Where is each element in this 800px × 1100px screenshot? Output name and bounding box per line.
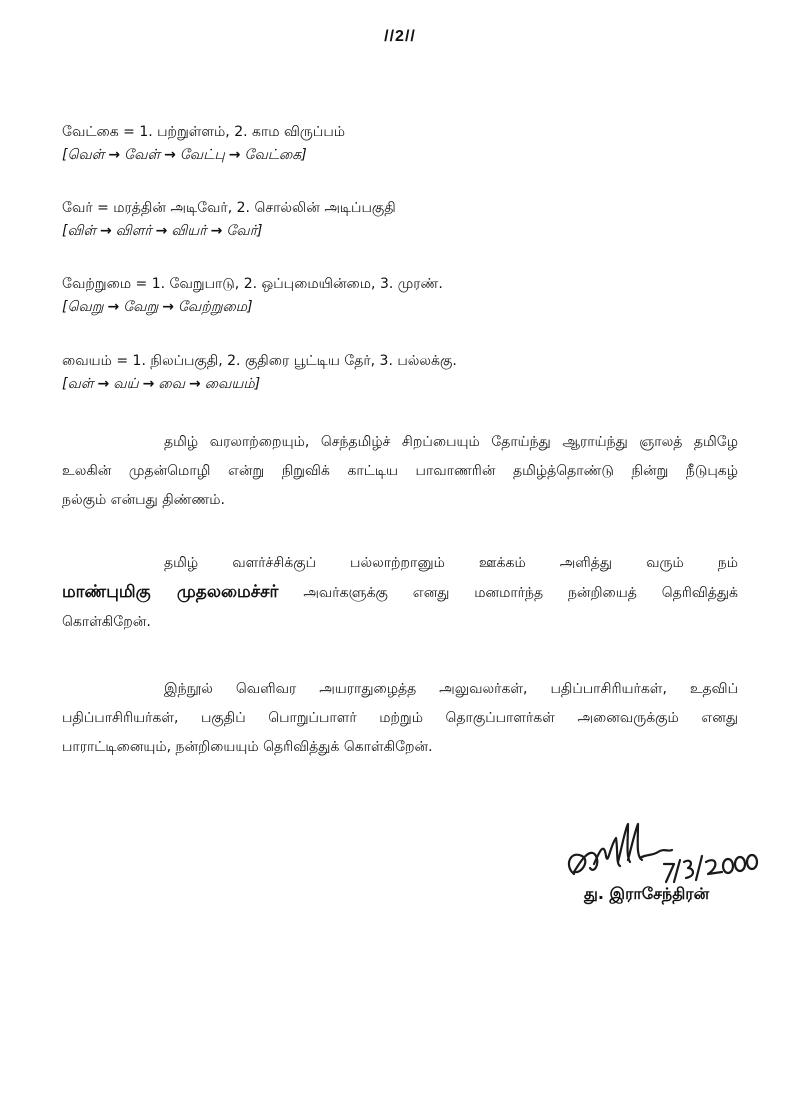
dictionary-entry (62, 351, 742, 394)
paragraph-tribute (62, 428, 738, 515)
derivation-step: வள் (67, 376, 94, 392)
paragraph-line: மாண்புமிகு முதலமைச்சர் அவர்களுக்கு எனது மனமார்ந்த நன்றியைத் தெரிவித்துக் (62, 582, 739, 602)
derivation-step: வேள் (124, 147, 161, 163)
arrow-icon: → (142, 376, 155, 392)
entry-derivation: [வள் → வய் → வை → வையம்] (62, 376, 261, 392)
paragraph-acknowledgement (62, 675, 738, 762)
derivation-step: வேறு (123, 299, 159, 315)
derivation-step: வேட்பு (179, 147, 225, 163)
derivation-step: வெள் (67, 147, 105, 163)
emphasis-text: மாண்புமிகு முதலமைச்சர் (62, 582, 279, 602)
arrow-icon: → (155, 223, 168, 239)
arrow-icon: → (189, 376, 201, 392)
entry-derivation: [வெள் → வேள் → வேட்பு → வேட்கை] (62, 147, 307, 163)
arrow-icon: → (97, 376, 110, 392)
arrow-icon: → (162, 299, 174, 315)
arrow-icon: → (210, 223, 223, 239)
arrow-icon: → (228, 147, 241, 163)
signer-name: து. இராசேந்திரன் (584, 884, 710, 903)
paragraph-line: இந்நூல் வெளிவர அயராதுழைத்த அலுவலர்கள், பதிப்பாசிரியர்கள், உதவிப் (164, 681, 738, 697)
arrow-icon: → (108, 147, 121, 163)
entry-definition: வையம் = 1. நிலப்பகுதி, 2. குதிரை பூட்டிய தேர், 3. பல்லக்கு. (62, 353, 457, 369)
entry-derivation: [விள் → விளர் → வியர் → வேர்] (62, 223, 263, 239)
entry-definition: வேற்றுமை = 1. வேறுபாடு, 2. ஒப்புமையின்மை, 3. முரண். (62, 276, 443, 292)
arrow-icon: → (107, 299, 120, 315)
derivation-step: வேர் (226, 223, 258, 239)
arrow-icon: → (100, 223, 112, 239)
derivation-step: வியர் (171, 223, 207, 239)
derivation-step: வேற்றுமை (177, 299, 248, 315)
derivation-step: வை (158, 376, 186, 392)
paragraph-line: தமிழ் வரலாற்றையும், செந்தமிழ்ச் சிறப்பையும் தோய்ந்து ஆராய்ந்து ஞாலத் தமிழே (164, 434, 738, 450)
dictionary-entry (62, 198, 742, 241)
entry-definition: வேர் = மரத்தின் அடிவேர், 2. சொல்லின் அடிப்பகுதி (62, 200, 396, 216)
dictionary-entry (62, 122, 742, 165)
derivation-step: வய் (113, 376, 139, 392)
derivation-step: விள் (67, 223, 97, 239)
paragraph-line: தமிழ் வளர்ச்சிக்குப் பல்லாற்றானும் ஊக்கம் அளித்து வரும் நம் (164, 555, 738, 571)
derivation-step: வையம் (204, 376, 255, 392)
paragraph-line: பதிப்பாசிரியர்கள், பகுதிப் பொறுப்பாளர் மற்றும் தொகுப்பாளர்கள் அனைவருக்கும் எனது (62, 710, 738, 726)
paragraph-line: நல்கும் என்பது திண்ணம். (62, 492, 226, 508)
paragraph-line: உலகின் முதன்மொழி என்று நிறுவிக் காட்டிய பாவாணரின் தமிழ்த்தொண்டு நின்று நீடுபுகழ் (62, 463, 738, 479)
paragraph-thanks-cm (62, 549, 738, 637)
derivation-step: வெறு (67, 299, 104, 315)
paragraph-line: கொள்கிறேன். (62, 614, 151, 630)
entry-derivation: [வெறு → வேறு → வேற்றுமை] (62, 299, 253, 315)
page-number: //2// (384, 28, 416, 45)
paragraph-line: பாராட்டினையும், நன்றியையும் தெரிவித்துக் கொள்கிறேன். (62, 739, 433, 755)
entry-definition: வேட்கை = 1. பற்றுள்ளம், 2. காம விருப்பம் (62, 124, 346, 140)
handwritten-signature (560, 816, 770, 886)
arrow-icon: → (164, 147, 176, 163)
derivation-step: விளர் (115, 223, 152, 239)
derivation-step: வேட்கை (244, 147, 302, 163)
dictionary-entry (62, 274, 742, 317)
signature-block (560, 816, 770, 906)
